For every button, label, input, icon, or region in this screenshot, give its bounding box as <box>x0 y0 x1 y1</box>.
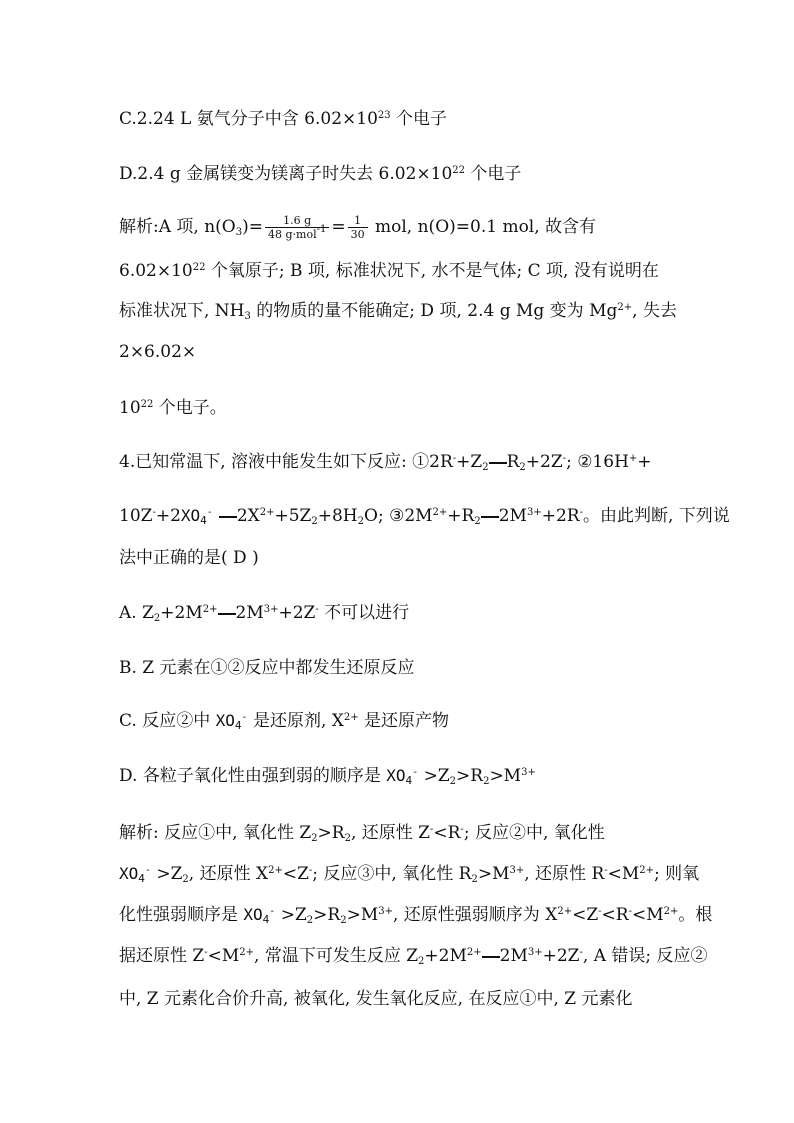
analysis-2-line-3: 化性强弱顺序是 $XO_4^- >Z_2>R_2>M^{3+}$, 还原性强弱顺序为 $X^{2+}<Z^-<R^-<M^{2+}$。根 <box>119 905 713 926</box>
analysis-2-line-2: $XO_4^- >Z_2$, 还原性 $X^{2+}<Z^-$; 反应③中, 氧化性 $R_2>M^{3+}$, 还原性 $R^-<M^{2+}$; 则氧 <box>119 864 700 885</box>
analysis-2-line-5: 中, Z 元素化合价升高, 被氧化, 发生氧化反应, 在反应①中, Z 元素化 <box>119 989 633 1009</box>
option-d: D.2.4 g 金属镁变为镁离子时失去 $6.02\times 10^{22}$ 个电子 <box>119 164 522 184</box>
analysis-1-line-4: 2×6.02× <box>119 342 197 362</box>
fraction-result: $\frac{1}{30}$ <box>348 214 368 241</box>
analysis-1-line-5: $10^{22}$ 个电子。 <box>119 398 227 418</box>
question-4-line-3: 法中正确的是( D ) <box>119 548 259 568</box>
question-4-line-1: 4.已知常温下, 溶液中能发生如下反应: $①2R^-+Z_2$ $R_2+2Z^-$; ②16H++ <box>119 452 652 473</box>
option-b: B. Z 元素在①②反应中都发生还原反应 <box>119 658 415 678</box>
fraction-mass: $\frac{1.6 g}{48 g\cdot mol^{-1}}$ <box>265 214 329 241</box>
analysis-2-line-1: 解析: 反应①中, 氧化性 $Z_2>R_2$, 还原性 Z-<R-; 反应②中, 氧化性 <box>119 823 605 844</box>
question-4-line-2: $10Z^-+2XO_4^-$ $2X^{2+}+5Z_2+8H_2O$; $③2M^{2+}+R_2$ $2M^{3+}+2R^-$。由此判断, 下列说 <box>119 506 730 527</box>
analysis-2-line-4: 据还原性 $Z^-<M^{2+}$, 常温下可发生反应 $Z_2+2M^{2+}$ $2M^{3+}+2Z^-$, A 错误; 反应② <box>119 946 708 967</box>
analysis-1-line-2: $6.02\times 10^{22}$ 个氧原子; B 项, 标准状况下, 水不是气体; C 项, 没有说明在 <box>119 261 659 281</box>
analysis-1-line-1: 解析:A 项, $n(O_3)=$ $\frac{1.6 g}{48 g\cdot mol^{-1}}$ = $\frac{1}{30}$ mol, n(O)=0.1 mol, 故含有 <box>119 214 597 241</box>
option-d-q4: D. 各粒子氧化性由强到弱的顺序是 $XO_4^- >Z_2>R_2>M^{3+}$ <box>119 766 536 787</box>
option-c-q4: C. 反应②中 $XO_4^-$ 是还原剂, $X^{2+}$ 是还原产物 <box>119 711 450 732</box>
option-a: A. $Z_2+2M^{2+}$ $2M^{3+}+2Z^-$ 不可以进行 <box>119 603 410 624</box>
analysis-1-line-3: 标准状况下, $NH_3$ 的物质的量不能确定; D 项, 2.4 g Mg 变为 $Mg^{2+}$, 失去 <box>119 301 677 322</box>
option-c: C.2.24 L 氨气分子中含 $6.02\times 10^{23}$ 个电子 <box>119 109 448 129</box>
